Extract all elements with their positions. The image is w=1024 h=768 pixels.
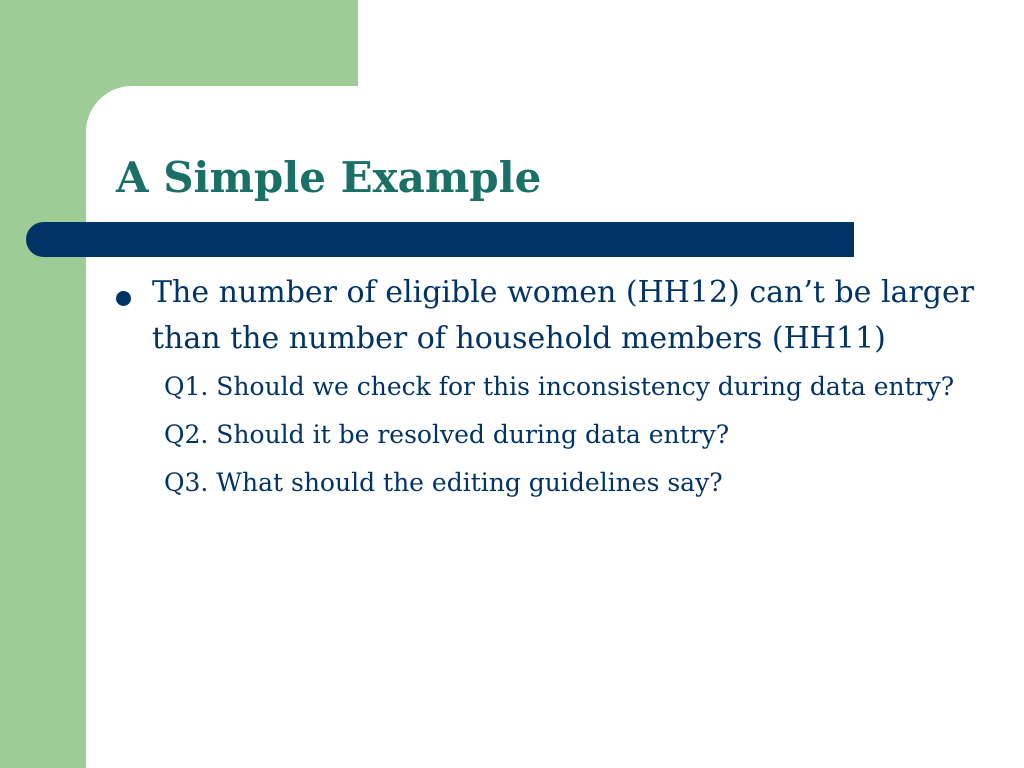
sub-item-q3: Q3. What should the editing guidelines say? xyxy=(164,468,723,497)
slide-body xyxy=(116,270,996,510)
slide-title: A Simple Example xyxy=(116,153,542,202)
sub-list xyxy=(116,366,996,504)
sub-item-q2: Q2. Should it be resolved during data entry? xyxy=(164,420,730,449)
sub-item-q1: Q1. Should we check for this inconsistency during data entry? xyxy=(164,372,955,401)
bullet-item xyxy=(116,270,996,362)
bullet-text: The number of eligible women (HH12) can’t be larger than the number of household members (HH11) xyxy=(152,275,975,356)
title-underline-bar xyxy=(26,222,854,257)
bullet-dot-icon xyxy=(116,291,131,306)
